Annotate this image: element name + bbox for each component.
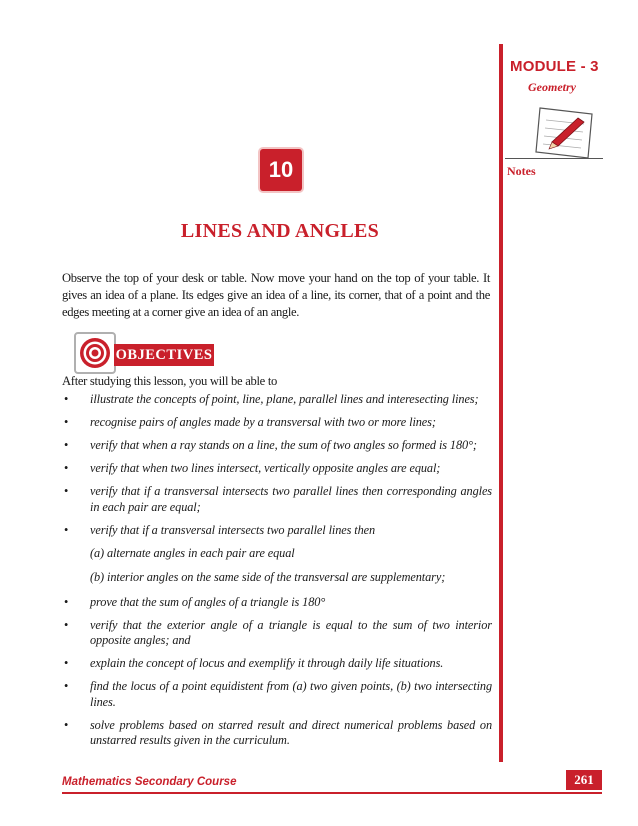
footer-divider bbox=[62, 792, 602, 794]
objective-item: • solve problems based on starred result and direct numerical problems based on unstarred results given in the curriculum. bbox=[64, 717, 492, 747]
bullet-icon: • bbox=[64, 656, 69, 670]
bullet-icon: • bbox=[64, 594, 69, 609]
objective-item: • verify that when two lines intersect, vertically opposite angles are equal; bbox=[64, 461, 441, 475]
bullet-icon: • bbox=[64, 461, 69, 475]
objective-item: • explain the concept of locus and exemplify it through daily life situations. bbox=[64, 656, 444, 670]
objective-subitem: (a) alternate angles in each pair are equal bbox=[90, 545, 295, 560]
bullet-icon: • bbox=[64, 522, 69, 537]
objective-item: • verify that the exterior angle of a triangle is equal to the sum of two interior opposite angles; and bbox=[64, 617, 492, 647]
bullet-icon: • bbox=[64, 679, 69, 693]
objective-item: • verify that if a transversal intersects two parallel lines then bbox=[64, 522, 376, 537]
intro-paragraph: Observe the top of your desk or table. Now move your hand on the top of your table. It gives an idea of a plane. Its edges give an idea of a line, its corner, that of a point and the edges meeting at a corner give an idea of an angle. bbox=[62, 271, 490, 319]
objective-item: • prove that the sum of angles of a triangle is 180° bbox=[64, 594, 326, 609]
objectives-lead: After studying this lesson, you will be able to bbox=[62, 374, 278, 388]
objective-item: • verify that if a transversal intersects two parallel lines then corresponding angles in each pair are equal; bbox=[64, 484, 492, 514]
bullet-icon: • bbox=[64, 438, 69, 452]
notepad-pencil-icon bbox=[532, 104, 602, 160]
objective-item: • illustrate the concepts of point, line, plane, parallel lines and interesecting lines; bbox=[64, 392, 479, 406]
subject-label: Geometry bbox=[528, 80, 576, 94]
objectives-heading: OBJECTIVES bbox=[114, 344, 214, 366]
objective-subitem: (b) interior angles on the same side of the transversal are supplementary; bbox=[90, 570, 446, 584]
bullet-icon: • bbox=[64, 617, 69, 632]
page-number: 261 bbox=[566, 770, 602, 790]
chapter-number-badge: 10 bbox=[260, 149, 302, 191]
objective-item: • find the locus of a point equidistent from (a) two given points, (b) two intersecting lines. bbox=[64, 679, 492, 709]
chapter-title: LINES AND ANGLES bbox=[180, 220, 380, 242]
footer-course-title: Mathematics Secondary Course bbox=[62, 776, 237, 788]
margin-divider bbox=[499, 44, 503, 762]
bullet-icon: • bbox=[64, 717, 69, 732]
objectives-list bbox=[62, 392, 492, 756]
notes-divider bbox=[505, 158, 603, 159]
module-label: MODULE - 3 bbox=[510, 58, 599, 75]
objective-item: • verify that when a ray stands on a line, the sum of two angles so formed is 180°; bbox=[64, 438, 477, 452]
bullet-icon: • bbox=[64, 484, 69, 498]
objective-item: • recognise pairs of angles made by a transversal with two or more lines; bbox=[64, 415, 436, 429]
target-icon bbox=[74, 332, 116, 374]
bullet-icon: • bbox=[64, 392, 69, 406]
bullet-icon: • bbox=[64, 415, 69, 429]
notes-label: Notes bbox=[507, 164, 536, 178]
